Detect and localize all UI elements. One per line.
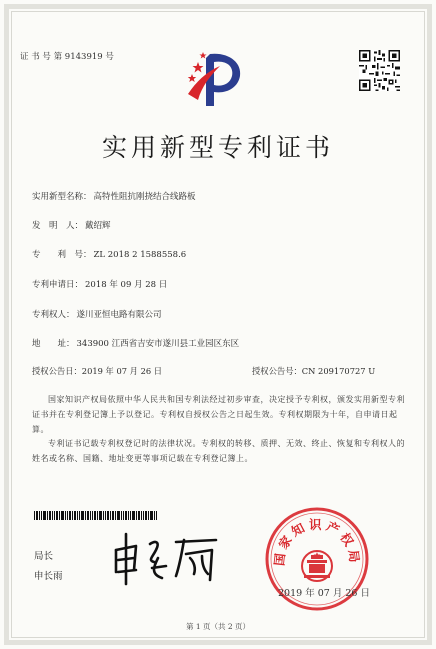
signatory-title: 局长 (34, 551, 54, 562)
barcode-icon (34, 511, 157, 520)
grant-number-label: 授权公告号： (252, 366, 302, 376)
patentee-field (32, 308, 162, 320)
inventor-value: 戴绍辉 (85, 221, 111, 231)
application-date-field (32, 278, 167, 290)
inventor-label: 发 明 人： (32, 221, 84, 231)
patent-number-label: 专 利 号： (32, 250, 92, 260)
grant-statement-paragraph: 国家知识产权局依照中华人民共和国专利法经过初步审查，决定授予专利权，颁发实用新型专利证书并在专利登记簿上予以登记。专利权自授权公告之日起生效。专利权期限为十年，自申请日起算。 (32, 395, 405, 434)
utility-model-name-label: 实用新型名称： (32, 192, 92, 202)
certificate-number: 证 书 号 第 9143919 号 (20, 52, 114, 62)
utility-model-name-field (32, 190, 196, 202)
address-value: 343900 江西省吉安市遂川县工业园区东区 (76, 339, 240, 349)
svg-text:国家知识产权局: 国家知识产权局 (271, 517, 363, 567)
grant-date-value: 2019 年 07 月 26 日 (81, 366, 163, 376)
utility-model-name-value: 高特性阻抗刚挠结合线路板 (93, 192, 196, 202)
seal-date: 2019 年 07 月 26 日 (278, 588, 370, 599)
patentee-label: 专利权人： (32, 310, 75, 320)
legal-status-paragraph: 专利证书记载专利权登记时的法律状况。专利权的转移、质押、无效、终止、恢复和专利权人的姓名或名称、国籍、地址变更等事项记载在专利登记簿上。 (32, 439, 405, 463)
patentee-value: 遂川亚恒电路有限公司 (76, 310, 162, 320)
grant-number (252, 365, 375, 377)
grant-date-label: 授权公告日： (32, 366, 82, 376)
inventor-field (32, 219, 111, 231)
address-field (32, 337, 239, 349)
qr-code-icon (359, 50, 400, 91)
application-date-label: 专利申请日： (32, 280, 84, 290)
handwritten-signature-icon (110, 528, 222, 588)
grant-number-value: CN 209170727 U (301, 366, 376, 376)
address-label: 地 址： (32, 339, 75, 349)
document-title: 实用新型专利证书 (101, 133, 334, 162)
patent-number-value: ZL 2018 2 1588558.6 (93, 250, 187, 260)
cnipa-logo-icon (184, 48, 244, 110)
signatory-name: 申长雨 (34, 571, 63, 582)
page-number: 第 1 页（共 2 页） (185, 622, 251, 631)
patent-number-field (32, 248, 186, 260)
application-date-value: 2018 年 09 月 28 日 (85, 280, 168, 290)
grant-date (32, 365, 162, 377)
